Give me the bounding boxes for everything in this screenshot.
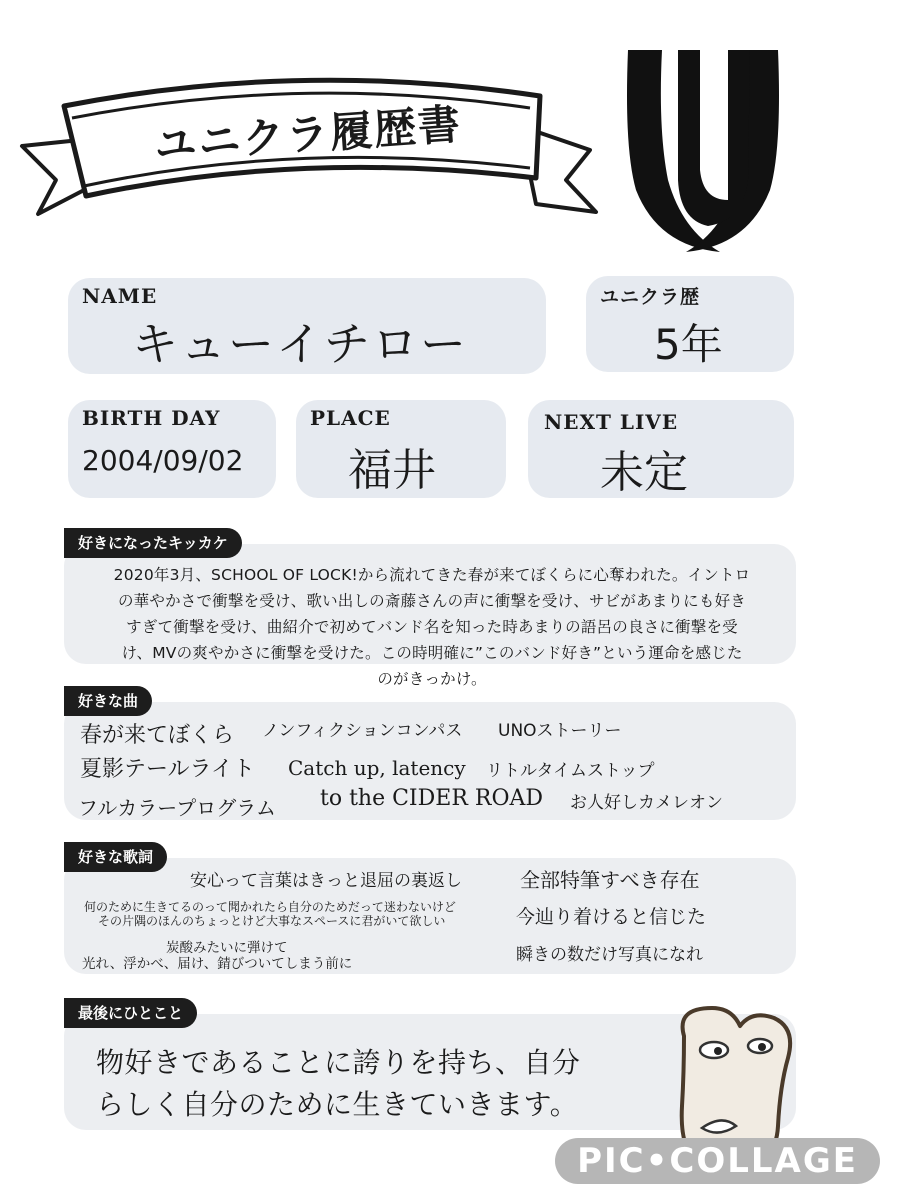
closing-line: 物好きであることに誇りを持ち、自分: [96, 1046, 581, 1079]
song-item: to the CIDER ROAD: [320, 786, 544, 811]
place-label: PLACE: [310, 406, 391, 430]
next-live-value: 未定: [600, 447, 688, 498]
closing-text: [96, 1042, 656, 1126]
lyric-item: 全部特筆すべき存在: [520, 868, 700, 892]
reason-label: 好きになったキッカケ: [64, 528, 242, 558]
closing-label: 最後にひとこと: [64, 998, 197, 1028]
name-value: キューイチロー: [132, 317, 468, 371]
lyric-item: 安心って言葉はきっと退屈の裏返し: [190, 871, 462, 891]
reason-line: のがきっかけ。: [377, 670, 487, 688]
song-item: UNOストーリー: [498, 721, 622, 741]
next-live-label: NEXT LIVE: [544, 410, 679, 434]
song-item: 夏影テールライト: [80, 757, 255, 782]
page-title: ユニクラ履歴書: [152, 99, 464, 170]
song-item: ノンフィクションコンパス: [262, 721, 463, 741]
place-value: 福井: [348, 445, 436, 496]
lyric-item: 光れ、浮かべ、届け、錆びついてしまう前に: [82, 956, 353, 972]
song-item: 春が来てぼくら: [80, 723, 235, 748]
next-live-box: [528, 400, 794, 498]
song-item: Catch up, latency: [288, 756, 466, 780]
lyric-item: その片隅のほんのちょっとけど大事なスペースに君がいて欲しい: [98, 914, 446, 928]
birthday-value: 2004/09/02: [82, 444, 244, 477]
name-label: NAME: [82, 284, 158, 308]
birthday-label: BIRTH DAY: [82, 406, 221, 430]
song-item: お人好しカメレオン: [570, 793, 723, 813]
song-item: フルカラープログラム: [78, 796, 276, 820]
name-box: [68, 278, 546, 374]
songs-label: 好きな曲: [64, 686, 152, 716]
fan-years-label: ユニクラ歴: [600, 286, 701, 308]
fan-years-box: [586, 276, 794, 372]
lyrics-label: 好きな歌詞: [64, 842, 167, 872]
reason-line: の華やかさで衝撃を受け、歌い出しの斎藤さんの声に衝撃を受け、サビがあまりにも好き: [117, 592, 746, 610]
fan-years-value: 5年: [654, 320, 723, 369]
lyric-item: 瞬きの数だけ写真になれ: [516, 945, 703, 965]
pic-collage-watermark: PIC•COLLAGE: [555, 1138, 880, 1184]
reason-line: すぎて衝撃を受け、曲紹介で初めてバンド名を知った時あまりの語呂の良さに衝撃を受: [126, 618, 738, 636]
unison-logo-icon: [618, 40, 788, 262]
song-item: リトルタイムストップ: [486, 761, 655, 781]
reason-line: 2020年3月、SCHOOL OF LOCK!から流れてきた春が来てぼくらに心奪われた。イントロ: [113, 566, 751, 584]
lyric-item: 今辿り着けると信じた: [516, 906, 707, 928]
closing-line: らしく自分のために生きていきます。: [96, 1088, 579, 1121]
lyric-item: 炭酸みたいに弾けて: [166, 940, 288, 956]
place-box: [296, 400, 506, 498]
reason-line: け、MVの爽やかさに衝撃を受けた。この時明確に”このバンド好き”という運命を感じた: [121, 644, 743, 662]
reason-text: [72, 562, 792, 692]
birthday-box: [68, 400, 276, 498]
lyric-item: 何のために生きてるのって聞かれたら自分のためだって迷わないけど: [84, 900, 456, 914]
